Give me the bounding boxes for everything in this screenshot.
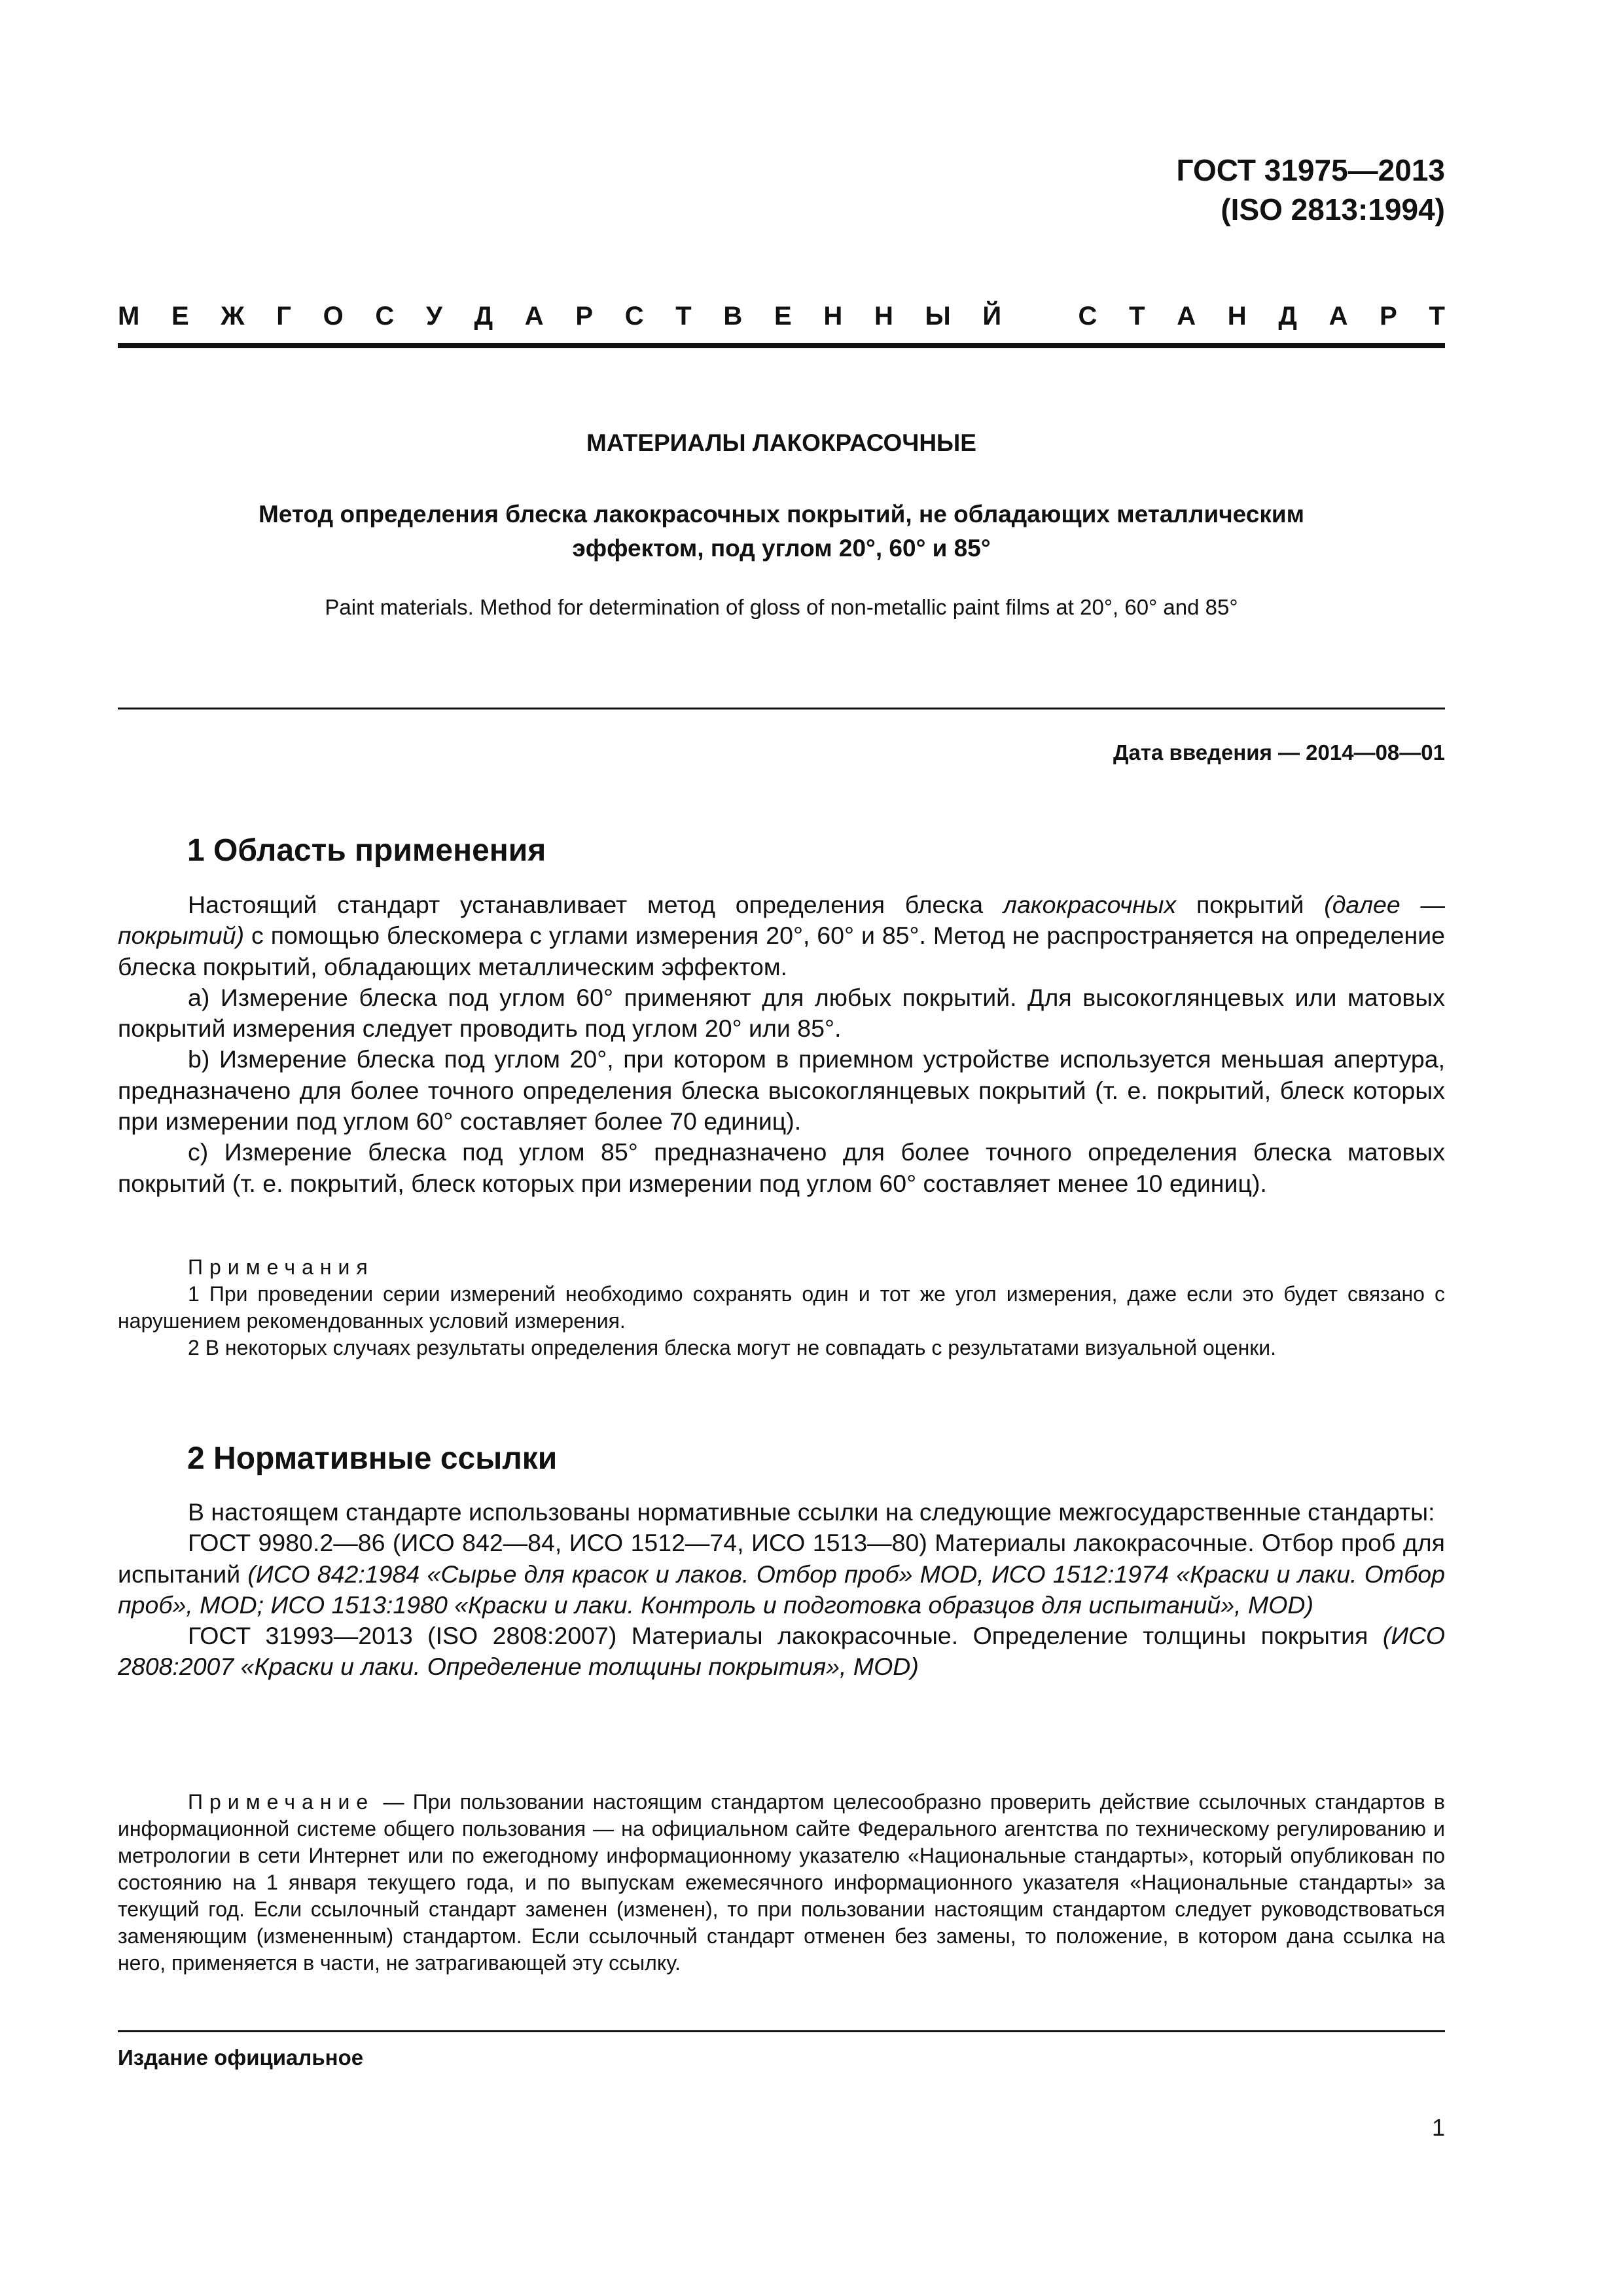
banner-letter: Й [982, 302, 1002, 331]
banner-letter: Т [1429, 302, 1445, 331]
reference-1-text: ГОСТ 9980.2—86 (ИСО 842—84, ИСО 1512—74, ИСО 1513—80) Материалы лакокрасочные. Отбор проб для испытаний [118, 1529, 1445, 1588]
section-1-heading: 1 Область применения [187, 833, 546, 868]
banner-letter: С [375, 302, 395, 331]
page-number: 1 [1431, 2114, 1445, 2141]
document-subtitle [157, 497, 1406, 565]
iso-number: (ISO 2813:1994) [1221, 192, 1445, 226]
banner-letter: А [1177, 302, 1196, 331]
scope-paragraph [118, 889, 1445, 982]
scope-item-a: a) Измерение блеска под углом 60° применяют для любых покрытий. Для высокоглянцевых или матовых покрытий измерения следует проводить под углом 20° или 85°. [118, 983, 1445, 1043]
banner-letter: Р [575, 302, 594, 331]
interstate-standard-banner [118, 300, 1445, 332]
banner-letter: Ж [221, 302, 245, 331]
scope-item-c: c) Измерение блеска под углом 85° предназначено для более точного определения блеска матовых покрытий (т. е. покрытий, блеск которых при измерении под углом 60° составляет менее 10 единиц). [118, 1138, 1445, 1197]
reference-2-text: ГОСТ 31993—2013 (ISO 2808:2007) Материалы лакокрасочные. Определение толщины покрытия [188, 1622, 1383, 1650]
banner-letter: Е [774, 302, 792, 331]
banner-letter: Н [823, 302, 843, 331]
banner-word-gap [1033, 300, 1046, 332]
section-2-note [118, 1789, 1445, 1977]
banner-letter: С [1078, 302, 1097, 331]
banner-rule [118, 343, 1445, 348]
banner-letter: Д [1278, 302, 1297, 331]
note-1: 1 При проведении серии измерений необходимо сохранять один и тот же угол измерения, даже если это будет связано с нарушением рекомендованных условий измерения. [118, 1282, 1445, 1333]
introduction-date: Дата введения — 2014—08—01 [1113, 740, 1445, 764]
reference-2-italic: (ИСО 2808:2007 «Краски и лаки. Определение толщины покрытия», MOD) [118, 1622, 1445, 1681]
standard-number-block [1177, 151, 1445, 229]
scope-text-italic-1: лакокрасочных [1003, 891, 1177, 918]
note-2: 2 В некоторых случаях результаты определения блеска могут не совпадать с результатами визуальной оценки. [188, 1336, 1276, 1359]
section-2-heading: 2 Нормативные ссылки [187, 1441, 558, 1476]
banner-letter: М [118, 302, 140, 331]
references-note [118, 1789, 1445, 1977]
banner-letter: У [426, 302, 442, 331]
banner-letter: Т [1129, 302, 1145, 331]
scope-item-b: b) Измерение блеска под углом 20°, при котором в приемном устройстве используется меньшая апертура, предназначено для более точного определения блеска высокоглянцевых покрытий (т. е. покрытий, блеск которых при измерении под углом 60° составляет более 70 единиц). [118, 1045, 1445, 1136]
section-1-body [118, 889, 1445, 1199]
reference-1-italic: (ИСО 842:1984 «Сырье для красок и лаков. Отбор проб» MOD, ИСО 1512:1974 «Краски и лаки. Отбор проб», MOD; ИСО 1513:1980 «Краски и лаки. Контроль и подготовка образцов для испытаний», MOD) [118, 1560, 1445, 1619]
scope-text-1: Настоящий стандарт устанавливает метод определения блеска [188, 891, 1003, 918]
banner-letter: Ы [925, 302, 951, 331]
banner-letter: Д [474, 302, 493, 331]
banner-letter: С [624, 302, 644, 331]
banner-letter: Т [675, 302, 692, 331]
scope-text-2: покрытий [1176, 891, 1325, 918]
banner-letter: В [723, 302, 743, 331]
banner-letter: О [323, 302, 344, 331]
banner-letter: Н [1227, 302, 1247, 331]
title-rule [118, 708, 1445, 709]
subtitle-line-2: эффектом, под углом 20°, 60° и 85° [572, 535, 991, 562]
reference-gost-31993 [118, 1621, 1445, 1683]
english-title: Paint materials. Method for determination of gloss of non-metallic paint films at 20°, 60° and 85° [325, 595, 1238, 619]
section-2-body [118, 1497, 1445, 1683]
banner-letter: Р [1380, 302, 1397, 331]
scope-text-italic-2: (далее — покрытий) [118, 891, 1445, 950]
official-edition-label: Издание официальное [118, 2045, 364, 2070]
reference-gost-9980 [118, 1528, 1445, 1621]
banner-letter: А [524, 302, 544, 331]
footer-rule [118, 2030, 1445, 2032]
note-text: — При пользовании настоящим стандартом целесообразно проверить действие ссылочных стандартов в информационной системе общего пользования — на официальном сайте Федерального агентства по техническому регулированию и метрологии в сети Интернет или по ежегодному информационному указателю «Национальные стандарты», который опубликован по состоянию на 1 января текущего года, и по выпускам ежемесячного информационного указателя «Национальные стандарты» за текущий год. Если ссылочный стандарт заменен (изменен), то при пользовании настоящим стандартом следует руководствоваться заменяющим (измененным) стандартом. Если ссылочный стандарт отменен без замены, то положение, в котором дана ссылка на него, применяется в части, не затрагивающей эту ссылку. [118, 1790, 1445, 1975]
scope-text-3: с помощью блескомера с углами измерения 20°, 60° и 85°. Метод не распространяется на определение блеска покрытий, обладающих металлическим эффектом. [118, 922, 1445, 980]
banner-letter: А [1329, 302, 1348, 331]
banner-letter: Н [874, 302, 893, 331]
note-label: Примечание [188, 1790, 375, 1814]
subtitle-line-1: Метод определения блеска лакокрасочных покрытий, не обладающих металлическим [259, 501, 1304, 528]
section-1-notes [118, 1254, 1445, 1361]
notes-label: Примечания [188, 1255, 374, 1279]
banner-letter: Г [276, 302, 291, 331]
references-intro: В настоящем стандарте использованы нормативные ссылки на следующие межгосударственные стандарты: [188, 1498, 1435, 1526]
document-title: МАТЕРИАЛЫ ЛАКОКРАСОЧНЫЕ [586, 429, 976, 456]
standard-number: ГОСТ 31975—2013 [1176, 153, 1445, 187]
banner-letter: Е [171, 302, 189, 331]
